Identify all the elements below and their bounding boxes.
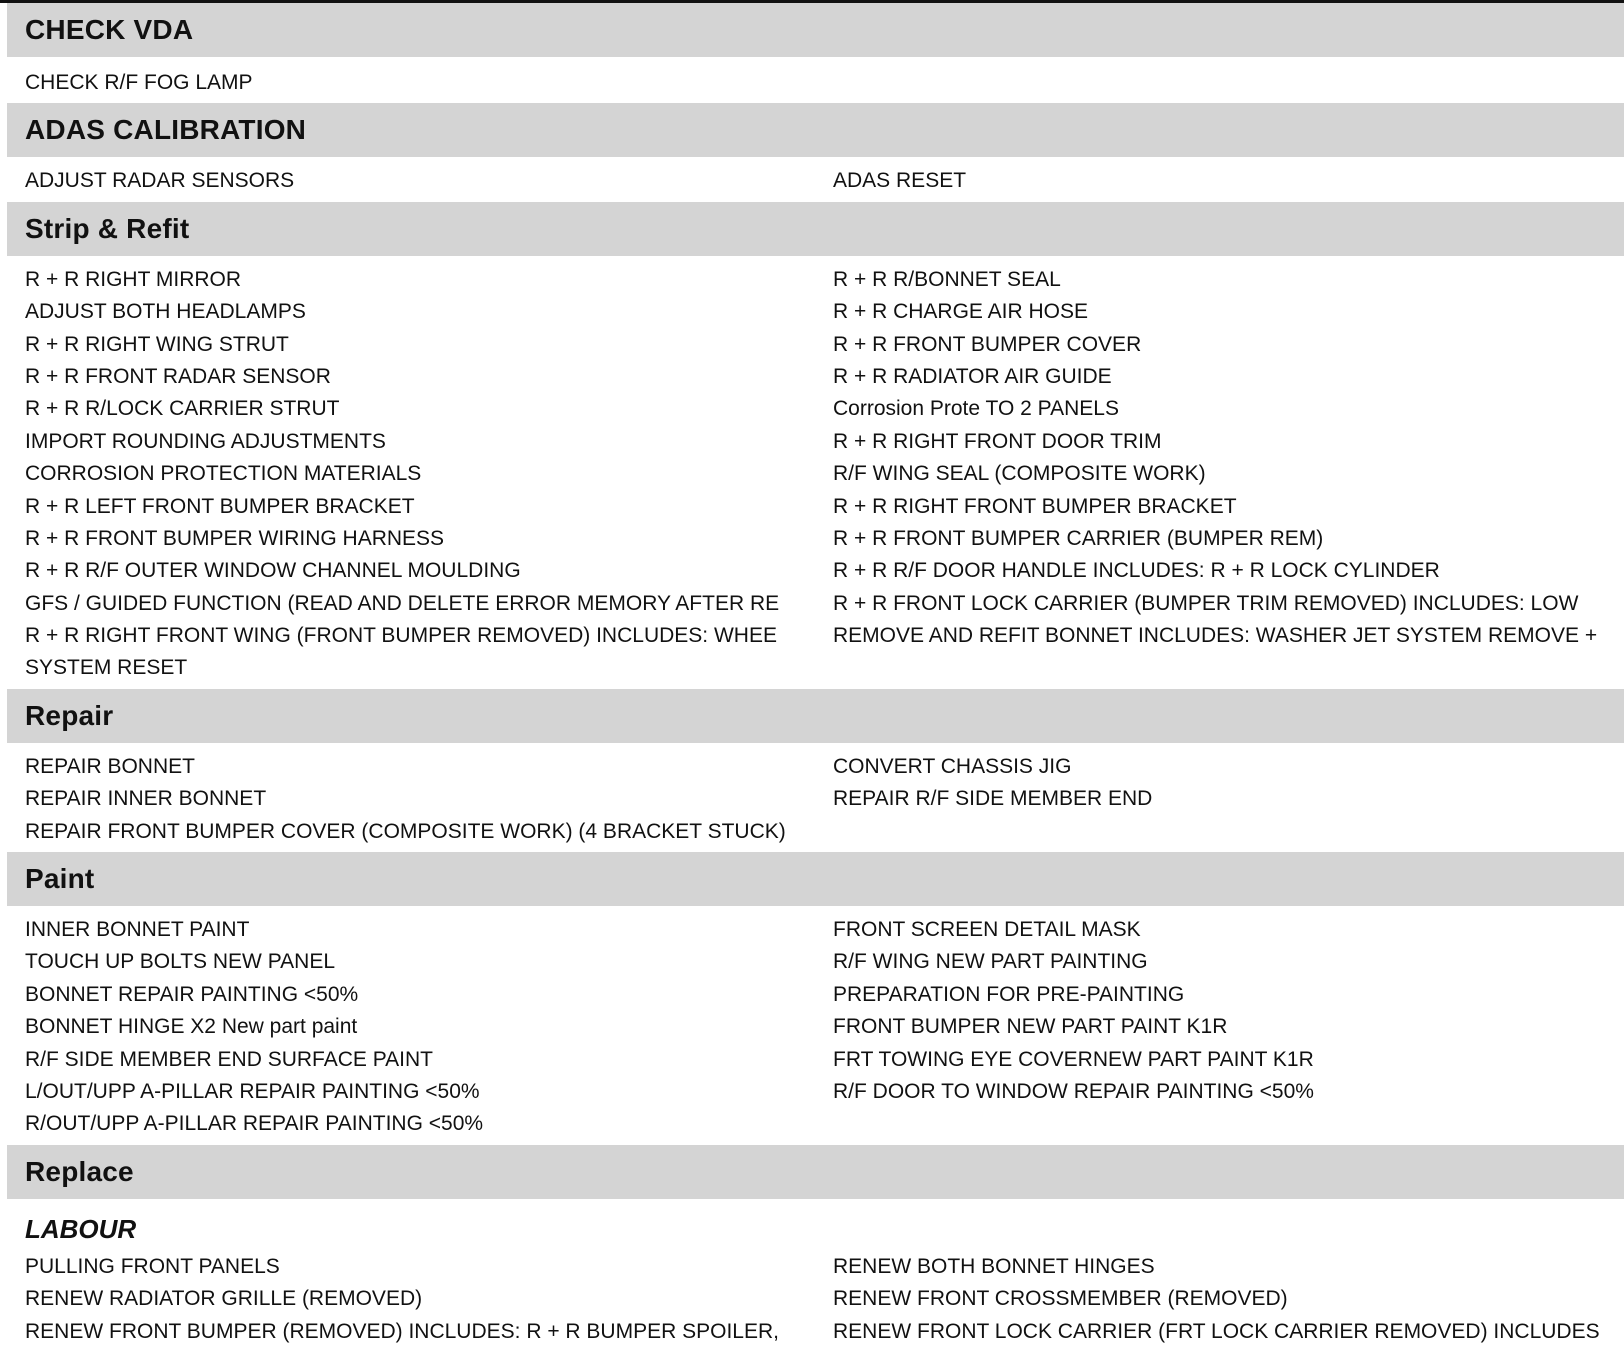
line-item: TOUCH UP BOLTS NEW PANEL [25,950,336,974]
right-column [833,264,1624,685]
line-item: REPAIR INNER BONNET [25,787,267,811]
section-header-strip-refit: Strip & Refit [7,202,1624,256]
left-column [0,67,833,99]
line-item: R/F SIDE MEMBER END SURFACE PAINT [25,1047,433,1071]
line-item: REPAIR FRONT BUMPER COVER (COMPOSITE WORK) (4 BRACKET STUCK) [25,819,786,843]
line-item: BONNET HINGE X2 New part paint [25,1015,358,1039]
left-column [0,914,833,1141]
line-item: REPAIR BONNET [25,754,195,778]
line-item: R + R RIGHT WING STRUT [25,332,289,356]
line-item: CORROSION PROTECTION MATERIALS [25,462,422,486]
section-header-adas-calibration: ADAS CALIBRATION [7,103,1624,157]
line-item: Corrosion Prote TO 2 PANELS [833,397,1119,421]
line-item: ADAS RESET [833,169,967,193]
section-replace [0,1145,1624,1352]
line-item: R + R RIGHT FRONT BUMPER BRACKET [833,494,1237,518]
line-item: RENEW FRONT CROSSMEMBER (REMOVED) [833,1287,1288,1311]
line-item: R + R R/LOCK CARRIER STRUT [25,397,340,421]
line-item: PULLING FRONT PANELS [25,1254,280,1278]
line-item: FRONT BUMPER NEW PART PAINT K1R [833,1015,1228,1039]
section-body-check-vda [0,57,1624,103]
line-item: R + R LEFT FRONT BUMPER BRACKET [25,494,415,518]
line-item: R + R FRONT BUMPER COVER [833,332,1142,356]
subheading-labour: LABOUR [25,1213,137,1244]
right-column [833,165,1624,197]
line-item: FRT TOWING EYE COVERNEW PART PAINT K1R [833,1047,1314,1071]
left-column [0,751,833,848]
line-item: INNER BONNET PAINT [25,918,250,942]
line-item: R/OUT/UPP A-PILLAR REPAIR PAINTING <50% [25,1112,484,1136]
section-paint [0,852,1624,1145]
line-item: R + R R/F OUTER WINDOW CHANNEL MOULDING [25,559,521,583]
line-item: RENEW FRONT BUMPER (REMOVED) INCLUDES: R + R BUMPER SPOILER, [25,1319,779,1343]
line-item: R + R RIGHT FRONT WING (FRONT BUMPER REMOVED) INCLUDES: WHEE [25,624,777,648]
line-item: CHECK R/F FOG LAMP [25,71,253,94]
line-item: R + R FRONT BUMPER WIRING HARNESS [25,526,445,550]
line-item: RENEW BOTH BONNET HINGES [833,1254,1155,1278]
left-column [0,1251,833,1348]
left-column [0,264,833,685]
line-item: IMPORT ROUNDING ADJUSTMENTS [25,429,386,453]
line-item: R/F WING SEAL (COMPOSITE WORK) [833,462,1206,486]
line-item: R + R RADIATOR AIR GUIDE [833,364,1112,388]
line-item: SYSTEM RESET [25,656,188,680]
line-item: R + R CHARGE AIR HOSE [833,300,1088,324]
line-item: GFS / GUIDED FUNCTION (READ AND DELETE ERROR MEMORY AFTER RE [25,591,780,615]
line-item: REMOVE AND REFIT BONNET INCLUDES: WASHER JET SYSTEM REMOVE + [833,624,1598,648]
line-item: R + R FRONT LOCK CARRIER (BUMPER TRIM REMOVED) INCLUDES: LOW [833,591,1579,615]
section-check-vda [0,3,1624,103]
line-item: R/F WING NEW PART PAINTING [833,950,1148,974]
section-strip-refit [0,202,1624,689]
line-item: RENEW FRONT LOCK CARRIER (FRT LOCK CARRIER REMOVED) INCLUDES [833,1319,1600,1343]
section-repair [0,689,1624,852]
line-item: R + R R/F DOOR HANDLE INCLUDES: R + R LOCK CYLINDER [833,559,1440,583]
line-item: CONVERT CHASSIS JIG [833,754,1072,778]
line-item: L/OUT/UPP A-PILLAR REPAIR PAINTING <50% [25,1079,480,1103]
section-header-check-vda: CHECK VDA [7,3,1624,57]
right-column [833,67,1624,99]
line-item: PREPARATION FOR PRE-PAINTING [833,982,1185,1006]
left-column [0,165,833,197]
line-item: R/F DOOR TO WINDOW REPAIR PAINTING <50% [833,1079,1314,1103]
right-column [833,751,1624,848]
section-body-paint [0,906,1624,1145]
line-item: ADJUST BOTH HEADLAMPS [25,300,306,324]
line-item: ADJUST RADAR SENSORS [25,169,295,193]
section-body-replace [0,1199,1624,1352]
section-body-adas-calibration [0,157,1624,201]
right-column [833,914,1624,1141]
section-body-strip-refit [0,256,1624,689]
line-item: R + R RIGHT MIRROR [25,267,242,291]
line-item: R + R FRONT BUMPER CARRIER (BUMPER REM) [833,526,1324,550]
line-item: REPAIR R/F SIDE MEMBER END [833,787,1153,811]
line-item: RENEW RADIATOR GRILLE (REMOVED) [25,1287,423,1311]
section-adas-calibration [0,103,1624,201]
line-item: FRONT SCREEN DETAIL MASK [833,918,1141,942]
line-item: R + R RIGHT FRONT DOOR TRIM [833,429,1162,453]
line-item: R + R R/BONNET SEAL [833,267,1061,291]
section-header-repair: Repair [7,689,1624,743]
section-body-repair [0,743,1624,852]
right-column [833,1251,1624,1348]
section-header-paint: Paint [7,852,1624,906]
line-item: BONNET REPAIR PAINTING <50% [25,982,359,1006]
line-item: R + R FRONT RADAR SENSOR [25,364,331,388]
section-header-replace: Replace [7,1145,1624,1199]
